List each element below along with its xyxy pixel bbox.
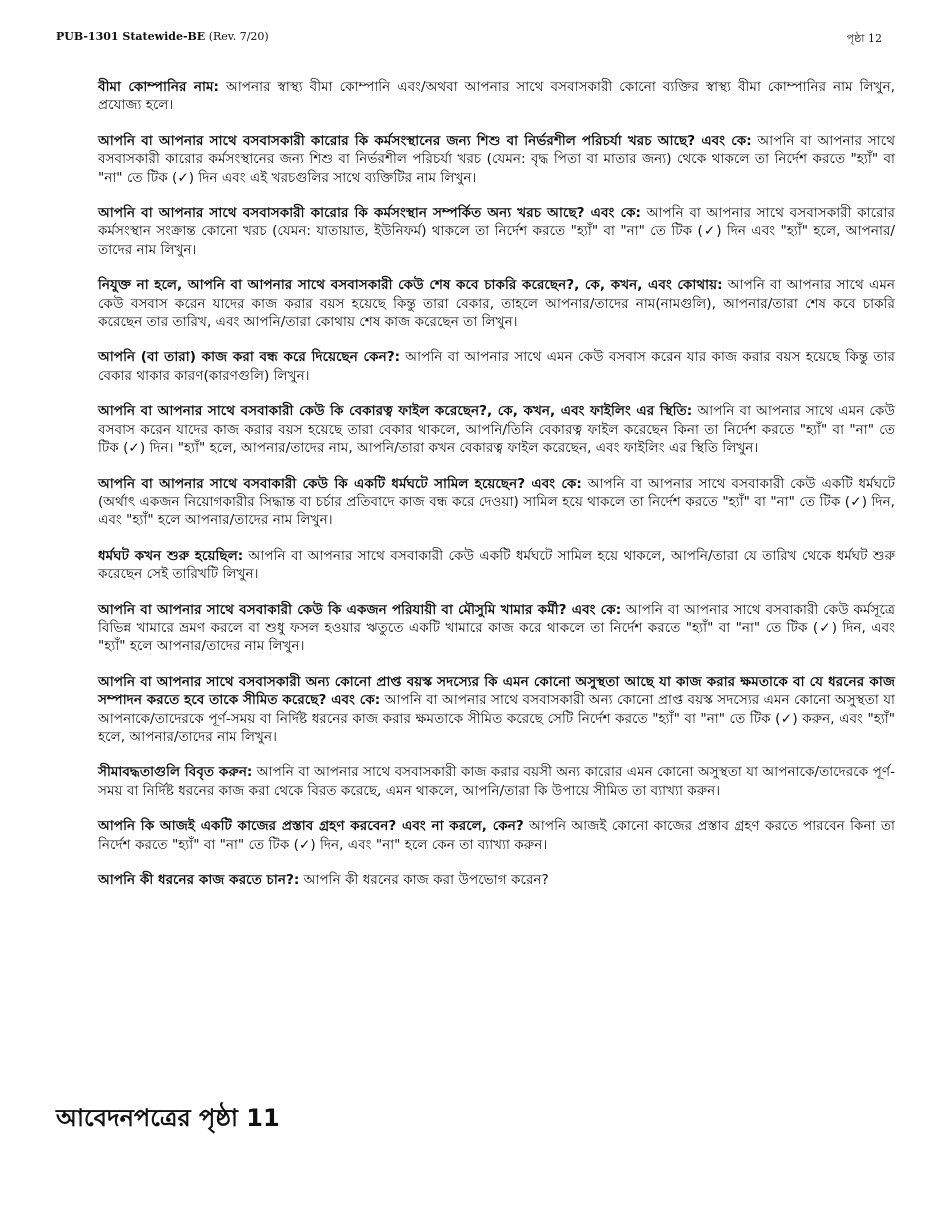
entry-accept-job-offer [98,817,895,854]
form-id: PUB-1301 Statewide-BE [56,30,206,43]
entry-text: আপনি বা আপনার সাথে বসবাসকারী অন্য কোনো প্রাপ্ত বয়স্ক সদস্যের এমন কোনো অসুস্থতা যা আপনাকে/তাদেরকে পূর্ণ-সময় বা নির্দিষ্ট ধরনের কাজ করার ক্ষমতাকে সীমিত করেছে সেটি নির্দেশ করতে "হ্যাঁ" বা "না" তে টিক (✓) করুন, এবং "হ্যাঁ" হলে, আপনার/তাদের নাম লিখুন। [98,692,895,745]
application-page-title: আবেদনপত্রের পৃষ্ঠা 11 [56,1104,280,1132]
entry-text: আপনি বা আপনার সাথে বসবাকারী কেউ কর্মসূত্রে বিভিন্ন খামারে ভ্রমণ করলে বা শুধু ফসল হওয়ার ঋতুতে একটি খামারে কাজ করে থাকলে তা নির্দেশ করতে "হ্যাঁ" বা "না" তে টিক (✓) দিন, এবং "হ্যাঁ" হলে আপনার/তাদের নাম লিখুন। [98,601,895,655]
form-identifier [56,30,269,43]
entry-term: আপনি বা আপনার সাথে বসবাসকারী কারোর কি কর্মসংস্থান সম্পর্কিত অন্য খরচ আছে? এবং কে: [98,205,641,222]
entry-term: সীমাবদ্ধতাগুলি বিবৃত করুন: [98,764,253,781]
entry-term: বীমা কোম্পানির নাম: [98,79,219,95]
entry-strike-start [98,547,895,584]
entry-text: আপনি বা আপনার সাথে বসবাসকারী কাজ করার বয়সী অন্য কারোর এমন কোনো অসুস্থতা যা আপনাকে/তাদেরকে পূর্ণ-সময় বা নির্দিষ্ট ধরনের কাজ করা থেকে বিরত করেছে, এমন থাকলে, আপনি/তারা কি উপায়ে সীমিত তা ব্যাখ্যা করুন। [98,764,895,799]
entry-text: আপনি আজই কোনো কাজের প্রস্তাব গ্রহণ করতে পারবেন কিনা তা নির্দেশ করতে "হ্যাঁ" বা "না" তে টিক (✓) দিন, এবং "না" হলে কেন তা ব্যাখ্যা করুন। [98,818,895,853]
entry-unemployment-filed [98,402,895,457]
page-number: পৃষ্ঠা 12 [846,32,882,45]
page-header [56,30,882,48]
entry-term: ধর্মঘট কখন শুরু হয়েছিল: [98,547,244,564]
entry-term: আপনি বা আপনার সাথে বসবাকারী কেউ কি একটি ধর্মঘটে সামিল হয়েছেন? এবং কে: [98,475,582,492]
entry-term: আপনি বা আপনার সাথে বসবাসকারী কারোর কি কর্মসংস্থানের জন্য শিশু বা নির্ভরশীল পরিচর্যা খরচ আছে? এবং কে: [98,132,752,149]
entry-term: আপনি কি আজই একটি কাজের প্রস্তাব গ্রহণ করবেন? এবং না করলে, কেন? [98,818,524,835]
entry-farm-worker [98,601,895,656]
entry-text: আপনি বা আপনার সাথে বসবাকারী কেউ একটি ধর্মঘটে (অর্থাৎ একজন নিয়োগকারীর সিদ্ধান্ত বা চর্চার প্রতিবাদে কাজ বন্ধ করে দেওয়া) সামিল হয়ে থাকলে তা নির্দেশ করতে "হ্যাঁ" বা "না" তে টিক (✓) দিন, এবং "হ্যাঁ" হলে আপনার/তাদের নাম লিখুন। [98,475,895,529]
entry-text: আপনি কী ধরনের কাজ করা উপভোগ করেন? [303,872,549,888]
entry-term: নিযুক্ত না হলে, আপনি বা আপনার সাথে বসবাসকারী কেউ শেষ কবে চাকরি করেছেন?, কে, কখন, এবং কোথায়: [98,277,723,294]
entry-illness-limits-work [98,673,895,747]
entry-text: আপনি বা আপনার সাথে এমন কেউ বসবাস করেন যাদের কাজ করার বয়স হয়েছে তারা বেকার থাকলে, আপনি/তিনি বেকারত্ব ফাইল করেছেন কিনা তা নির্দেশ করতে "হ্যাঁ" বা "না" তে টিক (✓) দিন। "হ্যাঁ" হলে, আপনার/তাদের নাম, আপনি/তারা কখন বেকারত্ব ফাইল করেছেন, এবং ফাইলিং এর স্থিতি লিখুন। [98,403,895,457]
entry-insurance-company [98,78,895,115]
entry-strike [98,475,895,530]
form-revision: (Rev. 7/20) [208,30,269,43]
entry-text: আপনি বা আপনার সাথে বসবাসকারী কারোর কর্মসংস্থান সংক্রান্ত কোনো খরচ (যেমন: যাতায়াত, ইউনিফর্ম) থাকলে তা নির্দেশ করতে "হ্যাঁ" বা "না" তে টিক (✓) দিন এবং "হ্যাঁ" হলে, আপনার/তাদের নাম লিখুন। [98,205,895,258]
entry-other-employment-cost [98,204,895,259]
entry-describe-limitations [98,763,895,800]
entry-stopped-working-reason [98,348,895,385]
entry-text: আপনি বা আপনার সাথে বসবাসকারী কারোর কর্মসংস্থানের জন্য শিশু বা নির্ভরশীল পরিচর্যা খরচ (যেমন: বৃদ্ধ পিতা বা মাতার জন্য) থেকে থাকলে তা নির্দেশ করতে "হ্যাঁ" বা "না" তে টিক (✓) দিন এবং এই খরচগুলির সাথে ব্যক্তিটির নাম লিখুন। [98,132,895,186]
entry-desired-work [98,871,895,889]
entry-dependent-care-cost [98,132,895,187]
entry-text: আপনার স্বাস্থ্য বীমা কোম্পানি এবং/অথবা আপনার সাথে বসবাসকারী কোনো ব্যক্তির স্বাস্থ্য বীমা কোম্পানির নাম লিখুন, প্রযোজ্য হলে। [98,79,896,114]
entry-text: আপনি বা আপনার সাথে বসবাকারী কেউ একটি ধর্মঘটে সামিল হয়ে থাকলে, আপনি/তারা যে তারিখ থেকে ধর্মঘট শুরু করেছেন সেই তারিখটি লিখুন। [98,547,896,583]
instructions-list [98,78,895,906]
entry-term: আপনি (বা তারা) কাজ করা বন্ধ করে দিয়েছেন কেন?: [98,349,401,366]
entry-text: আপনি বা আপনার সাথে এমন কেউ বসবাস করেন যার কাজ করার বয়স হয়েছে কিন্তু তার বেকার থাকার কারণ(কারণগুলি) লিখুন। [98,349,895,384]
entry-term: আপনি বা আপনার সাথে বসবাকারী কেউ কি বেকারত্ব ফাইল করেছেন?, কে, কখন, এবং ফাইলিং এর স্থিতি: [98,403,693,420]
entry-term: আপনি বা আপনার সাথে বসবাসকারী অন্য কোনো প্রাপ্ত বয়স্ক সদস্যের কি এমন কোনো অসুস্থতা আছে যা কাজ করার ক্ষমতাকে বা যে ধরনের কাজ সম্পাদন করতে হবে তাকে সীমিত করেছে? এবং কে: [98,673,895,709]
entry-term: আপনি কী ধরনের কাজ করতে চান?: [98,872,300,888]
entry-term: আপনি বা আপনার সাথে বসবাকারী কেউ কি একজন পরিযায়ী বা মৌসুমি খামার কর্মী? এবং কে: [98,601,622,618]
entry-last-employment [98,276,895,331]
entry-text: আপনি বা আপনার সাথে এমন কেউ বসবাস করেন যাদের কাজ করার বয়স হয়েছে কিন্তু তারা বেকার, তাহলে আপনার/তাদের নাম(নামগুলি), আপনার/তারা শেষ কবে চাকরি করেছেন তার তারিখ, এবং আপনি/তারা কোথায় শেষ কাজ করেছেন তা লিখুন। [98,277,895,331]
